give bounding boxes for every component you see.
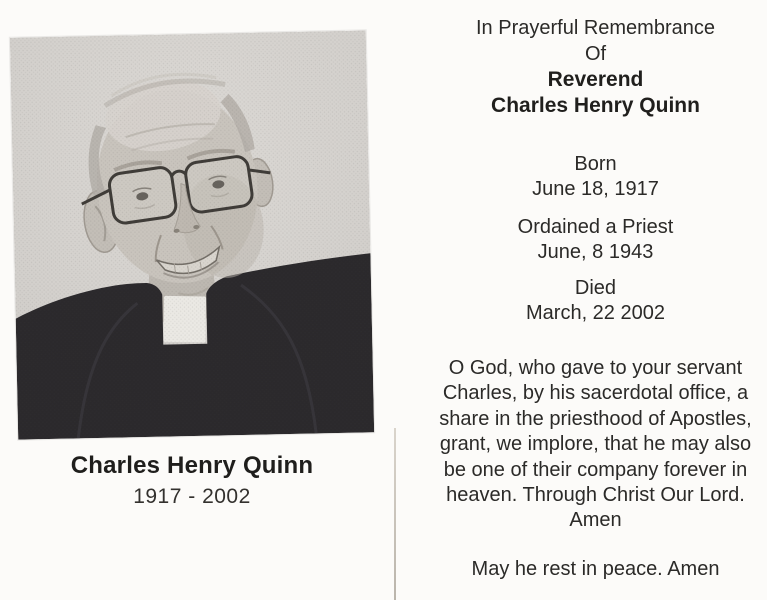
event-died — [408, 276, 767, 326]
caption-years: 1917 - 2002 — [133, 484, 251, 508]
portrait-photo — [10, 30, 374, 439]
prayer-line: be one of their company forever in — [443, 458, 748, 481]
event-born-label: Born — [574, 153, 617, 175]
event-ordained-label: Ordained a Priest — [517, 216, 674, 238]
event-born — [408, 152, 767, 202]
prayer-line: O God, who gave to your servant — [448, 357, 743, 379]
portrait-photo-illustration — [10, 30, 374, 439]
remembrance-panel — [408, 0, 767, 581]
prayer-line: Charles, by his sacerdotal office, a — [442, 382, 749, 405]
event-born-date: June 18, 1917 — [532, 178, 659, 200]
halftone-texture — [10, 30, 374, 439]
remembrance-header — [408, 15, 767, 119]
remembrance-line-2: Of — [584, 43, 607, 65]
prayer-line: heaven. Through Christ Our Lord. — [446, 484, 745, 507]
event-died-label: Died — [574, 277, 617, 299]
event-died-date: March, 22 2002 — [526, 302, 665, 324]
prayer-line: Amen — [569, 509, 622, 532]
prayer-line: share in the priesthood of Apostles, — [439, 407, 752, 430]
title-reverend: Reverend — [547, 68, 644, 91]
prayer-line: grant, we implore, that he may also — [439, 433, 752, 456]
memorial-prayer — [408, 356, 767, 534]
fold-crease — [394, 428, 396, 600]
closing-line: May he rest in peace. Amen — [471, 557, 720, 580]
event-ordained — [408, 215, 767, 265]
caption-name: Charles Henry Quinn — [70, 452, 314, 479]
deceased-name: Charles Henry Quinn — [491, 94, 700, 117]
photo-caption — [0, 452, 384, 509]
remembrance-line-1: In Prayerful Remembrance — [476, 17, 715, 39]
event-ordained-date: June, 8 1943 — [537, 241, 654, 263]
